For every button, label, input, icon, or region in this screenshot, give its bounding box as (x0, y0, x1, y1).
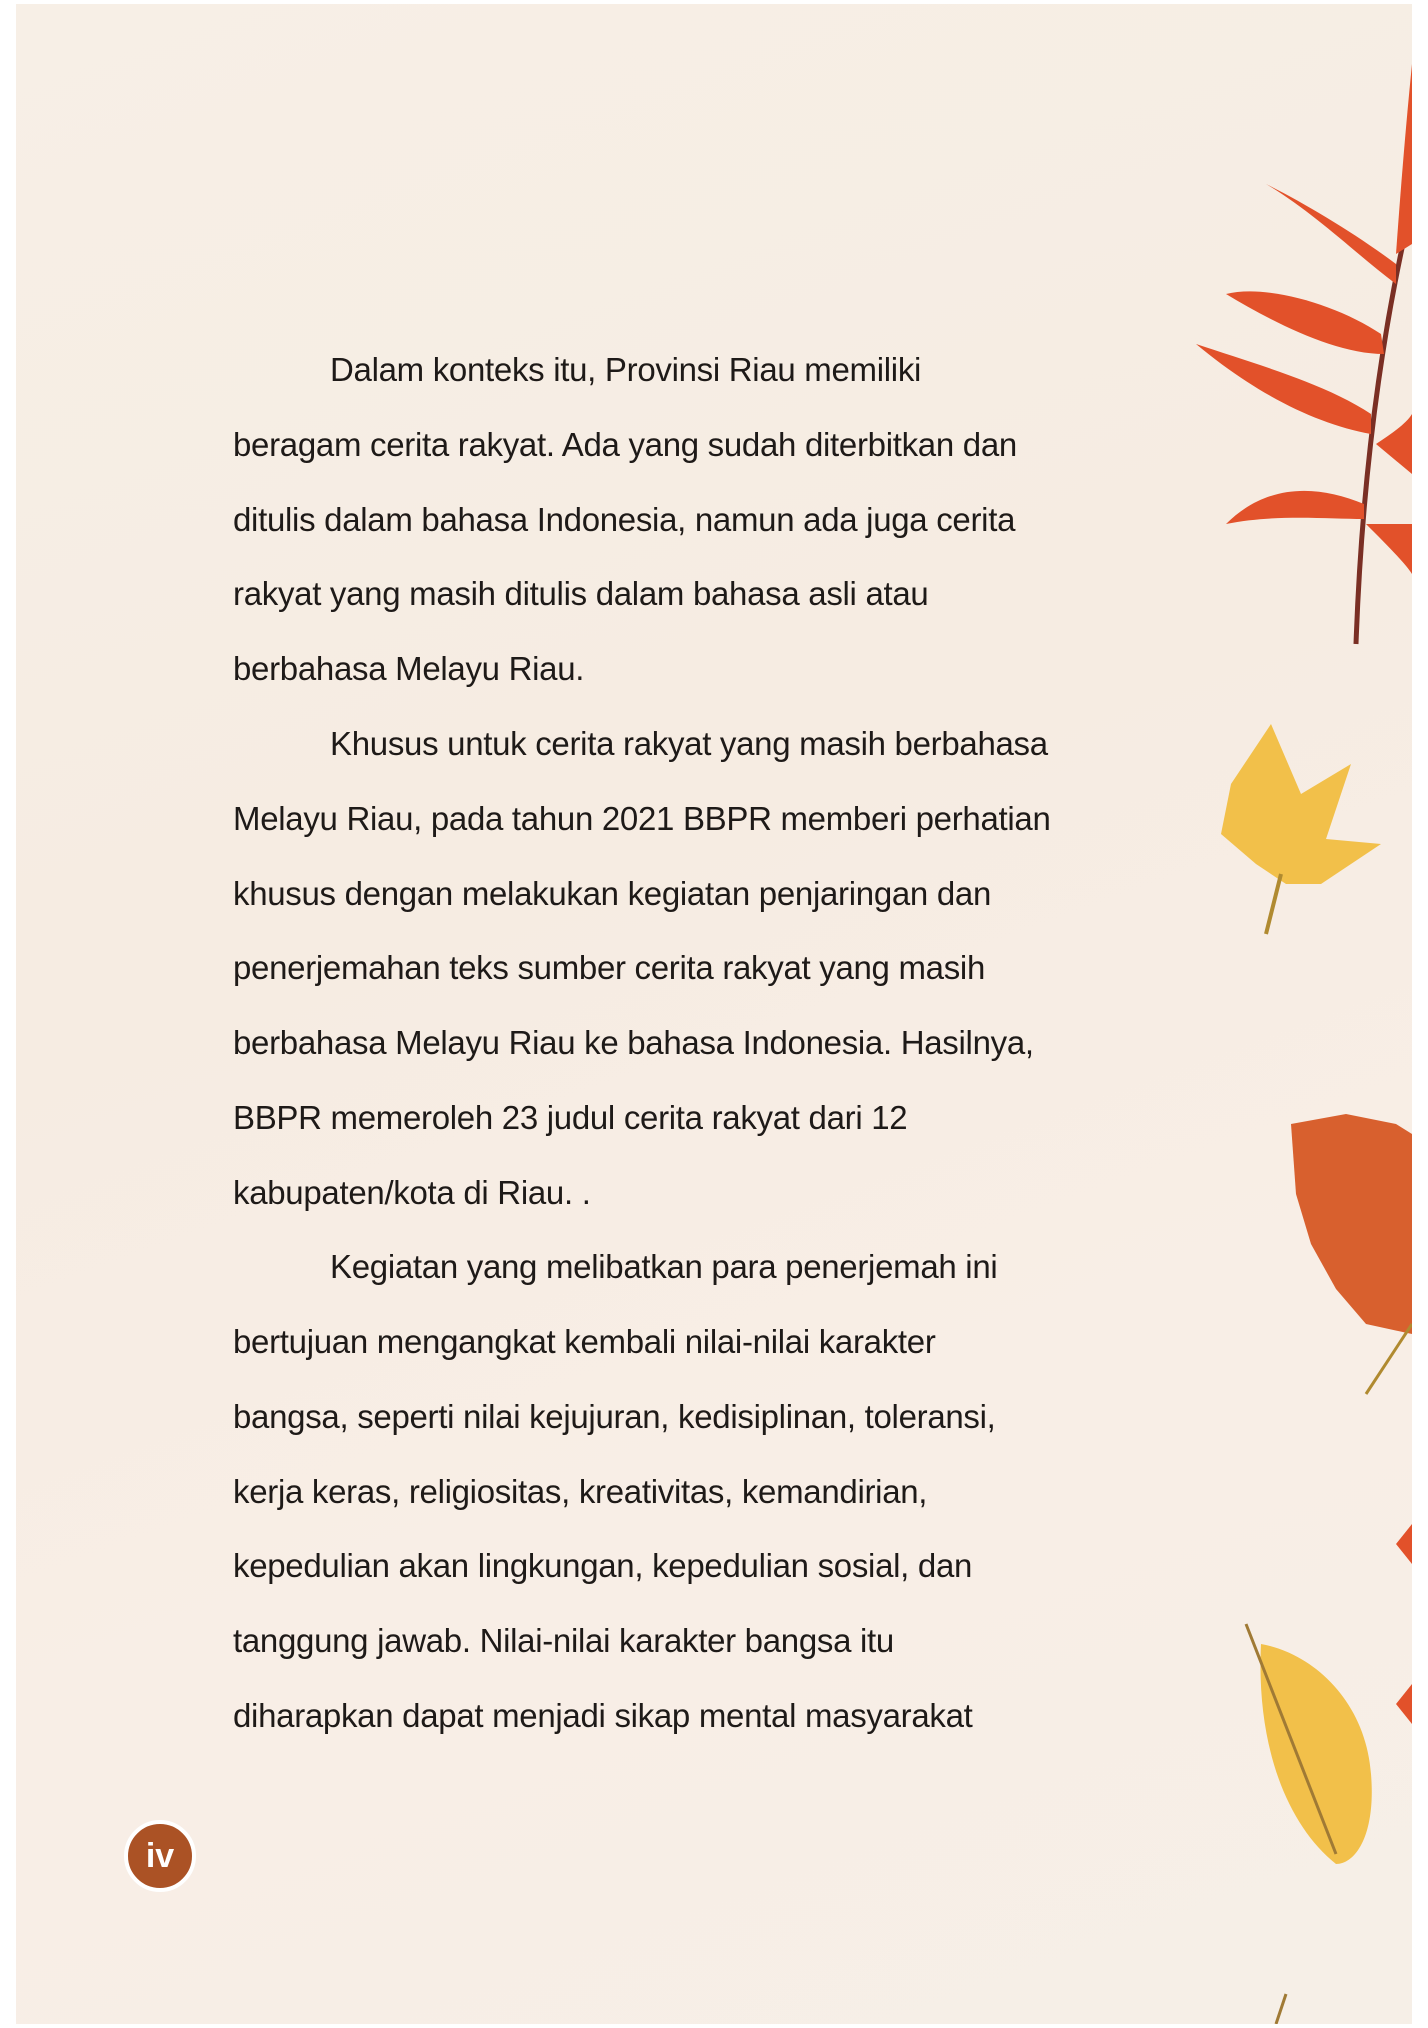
text-line: Kegiatan yang melibatkan para penerjemah ini (330, 1248, 998, 1285)
text-line: ditulis dalam bahasa Indonesia, namun ada juga cerita (233, 501, 1016, 538)
maple-leaf-icon (1221, 724, 1381, 934)
text-line: berbahasa Melayu Riau ke bahasa Indonesia. Hasilnya, (233, 1024, 1034, 1061)
book-page (16, 4, 1412, 2024)
birch-leaf-icon (1246, 1624, 1372, 2024)
text-line: beragam cerita rakyat. Ada yang sudah diterbitkan dan (233, 426, 1017, 463)
oak-leaf-icon (1291, 1114, 1412, 1394)
text-line: berbahasa Melayu Riau. (233, 650, 585, 687)
text-line: diharapkan dapat menjadi sikap mental masyarakat (233, 1697, 973, 1734)
text-line: tanggung jawab. Nilai-nilai karakter bangsa itu (233, 1622, 894, 1659)
text-line: BBPR memeroleh 23 judul cerita rakyat dari 12 (233, 1099, 908, 1136)
page-number-badge: iv (124, 1820, 196, 1892)
text-line: khusus dengan melakukan kegiatan penjaringan dan (233, 875, 992, 912)
text-line: bertujuan mengangkat kembali nilai-nilai karakter (233, 1323, 936, 1360)
text-line: Melayu Riau, pada tahun 2021 BBPR memberi perhatian (233, 800, 1051, 837)
text-line: kabupaten/kota di Riau. . (233, 1174, 591, 1211)
text-line: kerja keras, religiositas, kreativitas, kemandirian, (233, 1473, 928, 1510)
fern-leaf-icon (1196, 64, 1412, 644)
text-line: rakyat yang masih ditulis dalam bahasa asli atau (233, 575, 929, 612)
text-line: bangsa, seperti nilai kejujuran, kedisiplinan, toleransi, (233, 1398, 996, 1435)
text-line: penerjemahan teks sumber cerita rakyat yang masih (233, 949, 986, 986)
text-line: kepedulian akan lingkungan, kepedulian sosial, dan (233, 1547, 973, 1584)
text-line: Khusus untuk cerita rakyat yang masih berbahasa (330, 725, 1048, 762)
text-line: Dalam konteks itu, Provinsi Riau memiliki (330, 351, 922, 388)
